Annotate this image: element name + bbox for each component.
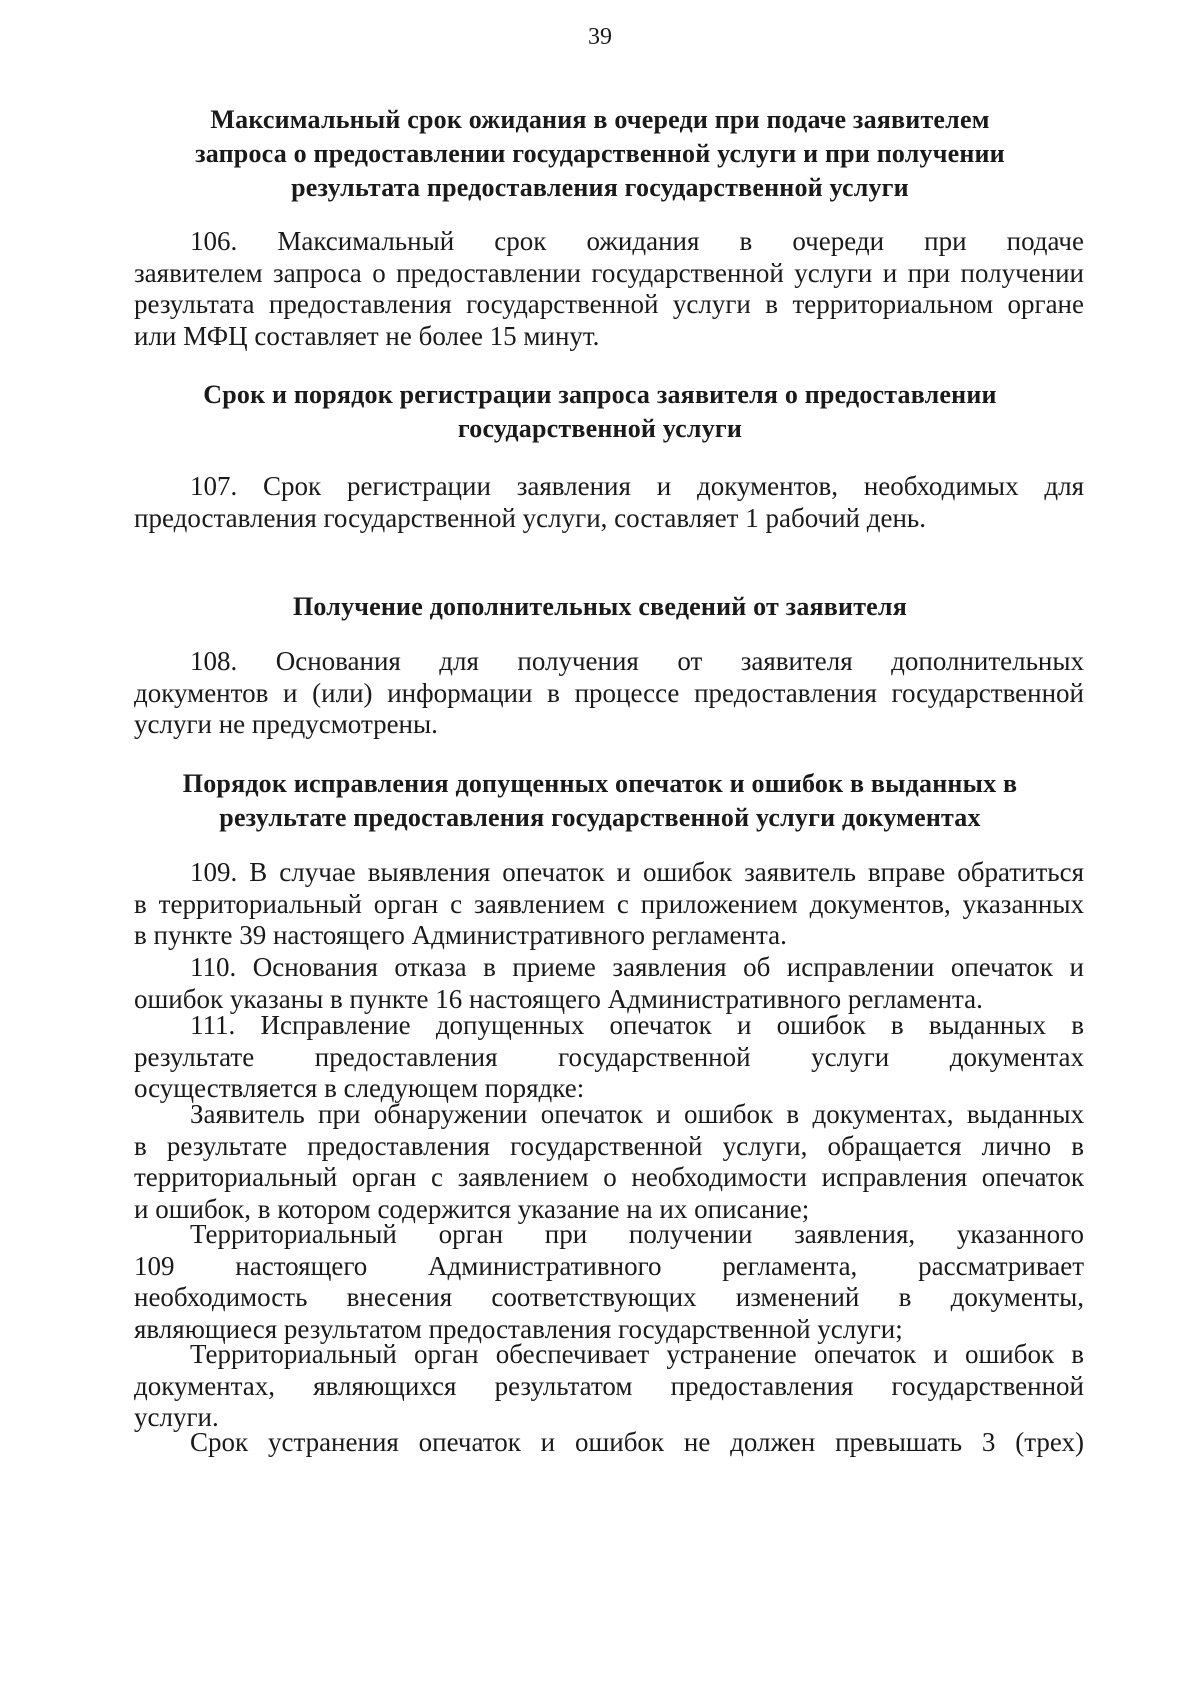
text-line: услуги. <box>134 1402 219 1432</box>
page-number: 39 <box>588 24 612 50</box>
text-line: документов и (или) информации в процессе предоставления государственной <box>134 677 1084 708</box>
text-line: необходимость внесения соответствующих изменений в документы, <box>134 1282 1084 1312</box>
text-line: 109 настоящего Административного регламента, рассматривает <box>134 1250 1084 1281</box>
text-line: в результате предоставления государственной услуги, обращается лично в <box>134 1130 1084 1161</box>
paragraph-108 <box>134 646 1084 741</box>
paragraph-deadline <box>134 1427 1084 1459</box>
text-line: в территориальный орган с заявлением с приложением документов, указанных <box>134 888 1084 919</box>
section-heading <box>0 103 1200 205</box>
paragraph-106 <box>134 226 1084 352</box>
text-line: ошибок указаны в пункте 16 настоящего Административного регламента. <box>134 983 983 1014</box>
text-line: и ошибок, в котором содержится указание на их описание; <box>134 1193 810 1224</box>
text-line: являющиеся результатом предоставления государственной услуги; <box>134 1313 903 1344</box>
section-heading <box>0 378 1200 446</box>
paragraph-applicant <box>134 1099 1084 1225</box>
text-line: или МФЦ составляет не более 15 минут. <box>134 320 600 351</box>
heading-line: Срок и порядок регистрации запроса заявителя о предоставлении <box>203 380 997 409</box>
text-line: Территориальный орган при получении заявления, указанного <box>190 1219 1084 1249</box>
heading-line: результате предоставления государственной услуги документах <box>219 803 981 832</box>
text-line: услуги не предусмотрены. <box>134 709 438 739</box>
paragraph-109 <box>134 857 1084 952</box>
heading-line: Максимальный срок ожидания в очереди при подаче заявителем <box>210 105 990 134</box>
text-line: 109. В случае выявления опечаток и ошибок заявитель вправе обратиться <box>190 857 1084 887</box>
text-line: 108. Основания для получения от заявителя дополнительных <box>190 646 1084 676</box>
text-line: Территориальный орган обеспечивает устранение опечаток и ошибок в <box>190 1339 1084 1369</box>
heading-line: Порядок исправления допущенных опечаток и ошибок в выданных в <box>182 769 1018 798</box>
heading-line: государственной услуги <box>457 414 743 443</box>
paragraph-110 <box>134 952 1084 1015</box>
text-line: заявителем запроса о предоставлении государственной услуги и при получении <box>134 257 1084 288</box>
heading-line: Получение дополнительных сведений от заявителя <box>293 592 907 621</box>
text-line: 110. Основания отказа в приеме заявления об исправлении опечаток и <box>190 952 1084 982</box>
text-line: предоставления государственной услуги, составляет 1 рабочий день. <box>134 502 926 533</box>
text-line: Заявитель при обнаружении опечаток и ошибок в документах, выданных <box>190 1099 1084 1129</box>
text-line: результате предоставления государственной услуги документах <box>134 1041 1084 1072</box>
paragraph-territorial-review <box>134 1219 1084 1345</box>
text-line: Срок устранения опечаток и ошибок не должен превышать 3 (трех) <box>190 1427 1084 1457</box>
paragraph-107 <box>134 471 1084 534</box>
text-line: документах, являющихся результатом предоставления государственной <box>134 1370 1084 1401</box>
text-line: результата предоставления государственной услуги в территориальном органе <box>134 289 1084 319</box>
heading-line: запроса о предоставлении государственной услуги и при получении <box>195 139 1005 168</box>
section-heading <box>0 767 1200 835</box>
text-line: территориальный орган с заявлением о необходимости исправления опечаток <box>134 1162 1084 1192</box>
section-heading <box>0 590 1200 624</box>
paragraph-territorial-fix <box>134 1339 1084 1434</box>
paragraph-111 <box>134 1010 1084 1105</box>
text-line: 106. Максимальный срок ожидания в очереди при подаче <box>190 226 1084 256</box>
text-line: осуществляется в следующем порядке: <box>134 1073 585 1103</box>
text-line: 111. Исправление допущенных опечаток и ошибок в выданных в <box>190 1010 1084 1040</box>
text-line: в пункте 39 настоящего Административного регламента. <box>134 920 787 950</box>
heading-line: результата предоставления государственной услуги <box>291 173 909 202</box>
text-line: 107. Срок регистрации заявления и документов, необходимых для <box>190 471 1084 501</box>
